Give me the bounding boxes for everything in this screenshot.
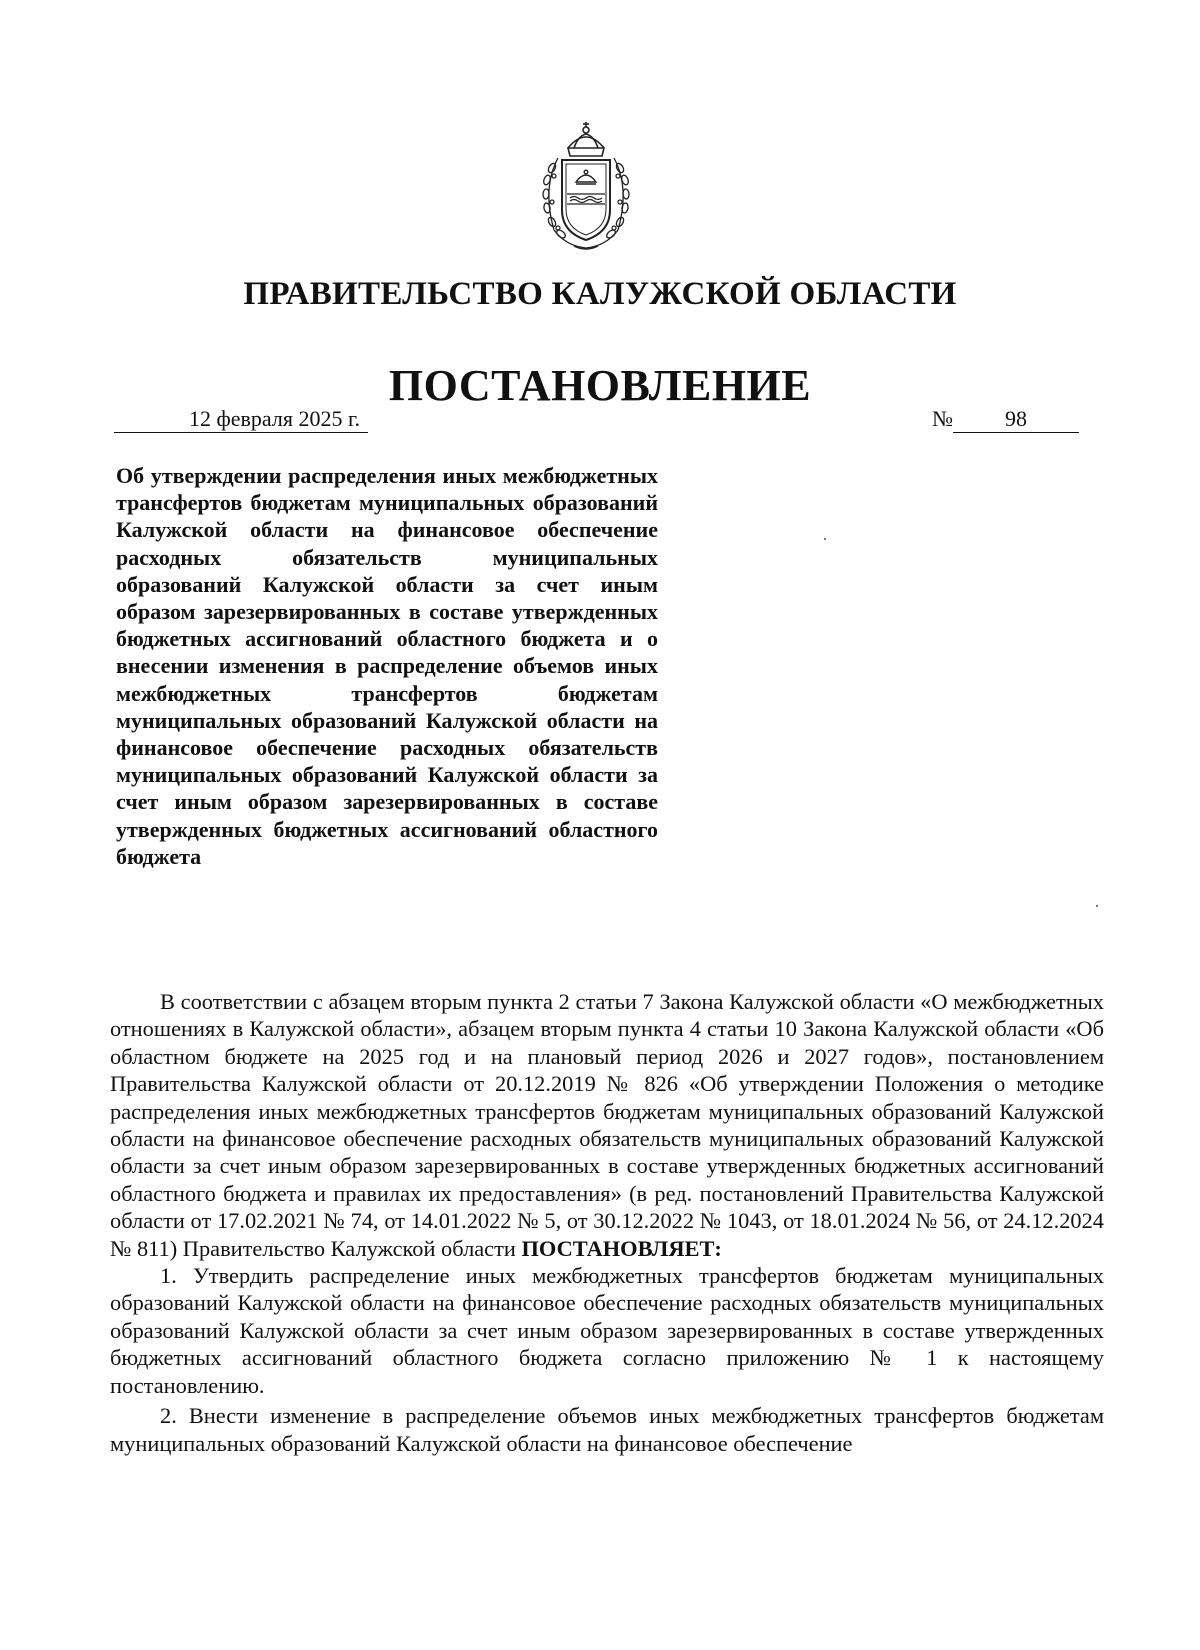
number-value: 98 [953, 406, 1079, 433]
decree-word: ПОСТАНОВЛЯЕТ: [521, 1235, 722, 1261]
document-number [932, 406, 1079, 433]
preamble-paragraph [110, 988, 1104, 1262]
document-body [110, 988, 1104, 1457]
document-date: 12 февраля 2025 г. [114, 406, 368, 433]
scan-speck [824, 538, 826, 540]
number-label: № [932, 406, 953, 431]
preamble-text: В соответствии с абзацем вторым пункта 2 статьи 7 Закона Калужской области «О межбюджетных отношениях в Калужской области», абзацем вторым пункта 4 статьи 10 Закона Калужской области «Об областном бюджете на 2025 год и на плановый период 2026 и 2027 годов», постановлением Правительства Калужской области от 20.12.2019 № 826 «Об утверждении Положения о методике распределения иных межбюджетных трансфертов бюджетам муниципальных образований Калужской области на финансовое обеспечение расходных обязательств муниципальных образований Калужской области за счет иным образом зарезервированных в составе утвержденных бюджетных ассигнований областного бюджета и правилах их предоставления» (в ред. постановлений Правительства Калужской области от 17.02.2021 № 74, от 14.01.2022 № 5, от 30.12.2022 № 1043, от 18.01.2024 № 56, от 24.12.2024 № 811) Правительство Калужской области [110, 989, 1104, 1261]
item-2-paragraph: 2. Внести изменение в распределение объемов иных межбюджетных трансфертов бюджетам муниципальных образований Калужской области на финансовое обеспечение [110, 1403, 1104, 1456]
coat-of-arms-emblem [528, 118, 644, 254]
document-type-title: ПОСТАНОВЛЕНИЕ [388, 361, 812, 410]
item-1-paragraph: 1. Утвердить распределение иных межбюджетных трансфертов бюджетам муниципальных образований Калужской области на финансовое обеспечение расходных обязательств муниципальных образований Калужской области за счет иным образом зарезервированных в составе утвержденных бюджетных ассигнований областного бюджета согласно приложению № 1 к настоящему постановлению. [110, 1263, 1104, 1398]
government-name: ПРАВИТЕЛЬСТВО КАЛУЖСКОЙ ОБЛАСТИ [243, 276, 957, 312]
document-heading: Об утверждении распределения иных межбюджетных трансфертов бюджетам муниципальных образований Калужской области на финансовое обеспечение расходных обязательств муниципальных образований Калужской области за счет иным образом зарезервированных в составе утвержденных бюджетных ассигнований областного бюджета и о внесении изменения в распределение объемов иных межбюджетных трансфертов бюджетам муниципальных образований Калужской области на финансовое обеспечение расходных обязательств муниципальных образований Калужской области за счет иным образом зарезервированных в составе утвержденных бюджетных ассигнований областного бюджета [116, 463, 658, 869]
scan-speck [1096, 905, 1098, 907]
